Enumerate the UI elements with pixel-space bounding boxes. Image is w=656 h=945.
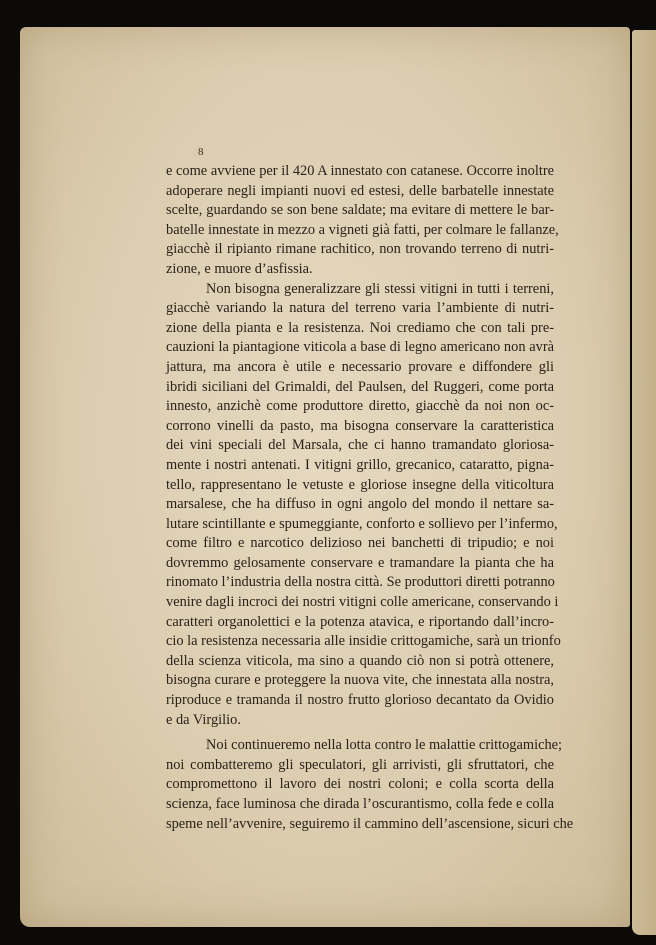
text-line: zione della pianta e la resistenza. Noi crediamo che con tali pre- <box>166 319 554 336</box>
page-number: 8 <box>198 146 204 158</box>
text-line: speme nell’avvenire, seguiremo il cammino dell’ascensione, sicuri che <box>166 815 574 832</box>
text-line: compromettono il lavoro dei nostri coloni; e colla scorta della <box>166 776 554 793</box>
text-line: dei vini speciali del Marsala, che ci hanno tramandato gloriosa- <box>166 437 554 454</box>
text-line: ibridi siciliani del Grimaldi, del Paulsen, del Ruggeri, come porta <box>166 378 554 395</box>
text-line: jattura, ma ancora è utile e necessario provare e diffondere gli <box>166 358 554 375</box>
text-line: scelte, guardando se son bene saldate; ma evitare di mettere le bar- <box>166 202 554 219</box>
text-line: corrono vinelli da pasto, ma bisogna conservare la caratteristica <box>166 417 554 434</box>
text-line: marsalese, che ha diffuso in ogni angolo del mondo il nettare sa- <box>166 496 554 513</box>
text-line: tello, rappresentano le vetuste e gloriose insegne della viticoltura <box>166 476 554 493</box>
next-page-edge <box>632 30 656 935</box>
text-line: mente i nostri antenati. I vitigni grillo, grecanico, cataratto, pigna- <box>166 456 554 473</box>
body-text <box>166 162 574 834</box>
paragraph <box>166 162 559 280</box>
text-line: scienza, face luminosa che dirada l’oscurantismo, colla fede e colla <box>166 796 554 812</box>
text-line: caratteri organolettici e la potenza atavica, e riportando dall’incro- <box>166 613 554 630</box>
text-line: zione, e muore d’asfissia. <box>166 260 313 277</box>
text-line: batelle innestate in mezzo a vigneti già fatti, per colmare le fallanze, <box>166 221 559 238</box>
text-line: innesto, anzichè come produttore diretto, giacchè da noi non oc- <box>166 398 554 415</box>
text-line: della scienza viticola, ma sino a quando ciò non si potrà ottenere, <box>166 652 554 669</box>
text-line: lutare scintillante e spumeggiante, conforto e sollievo per l’infermo, <box>166 515 558 532</box>
text-line: giacchè il ripianto rimane rachitico, non trovando terreno di nutri- <box>166 241 554 258</box>
text-line: come filtro e narcotico delizioso nei banchetti di tripudio; e noi <box>166 535 554 552</box>
text-line: venire dagli incroci dei nostri vitigni colle americane, conservando i <box>166 594 559 611</box>
text-line: Noi continueremo nella lotta contro le malattie crittogamiche; <box>206 737 563 754</box>
text-line: noi combatteremo gli speculatori, gli arrivisti, gli sfruttatori, che <box>166 756 554 773</box>
text-line: cauzioni la piantagione viticola a base di legno americano non avrà <box>166 339 554 356</box>
text-line: adoperare negli impianti nuovi ed estesi, delle barbatelle innestate <box>166 182 554 199</box>
paragraph <box>166 736 574 834</box>
text-line: Non bisogna generalizzare gli stessi vitigni in tutti i terreni, <box>206 280 554 297</box>
text-line: riproduce e tramanda il nostro frutto glorioso decantato da Ovidio <box>166 692 554 709</box>
text-line: giacchè variando la natura del terreno varia l’ambiente di nutri- <box>166 300 554 317</box>
text-line: e da Virgilio. <box>166 711 241 728</box>
paragraph <box>166 280 561 731</box>
text-line: cio la resistenza necessaria alle insidie crittogamiche, sarà un trionfo <box>166 633 561 650</box>
text-line: e come avviene per il 420 A innestato con catanese. Occorre inoltre <box>166 163 554 179</box>
text-line: bisogna curare e proteggere la nuova vite, che innestata alla nostra, <box>166 672 554 689</box>
text-line: dovremmo gelosamente conservare e tramandare la pianta che ha <box>166 554 554 571</box>
text-line: rinomato l’industria della nostra città. Se produttori diretti potranno <box>166 574 555 591</box>
